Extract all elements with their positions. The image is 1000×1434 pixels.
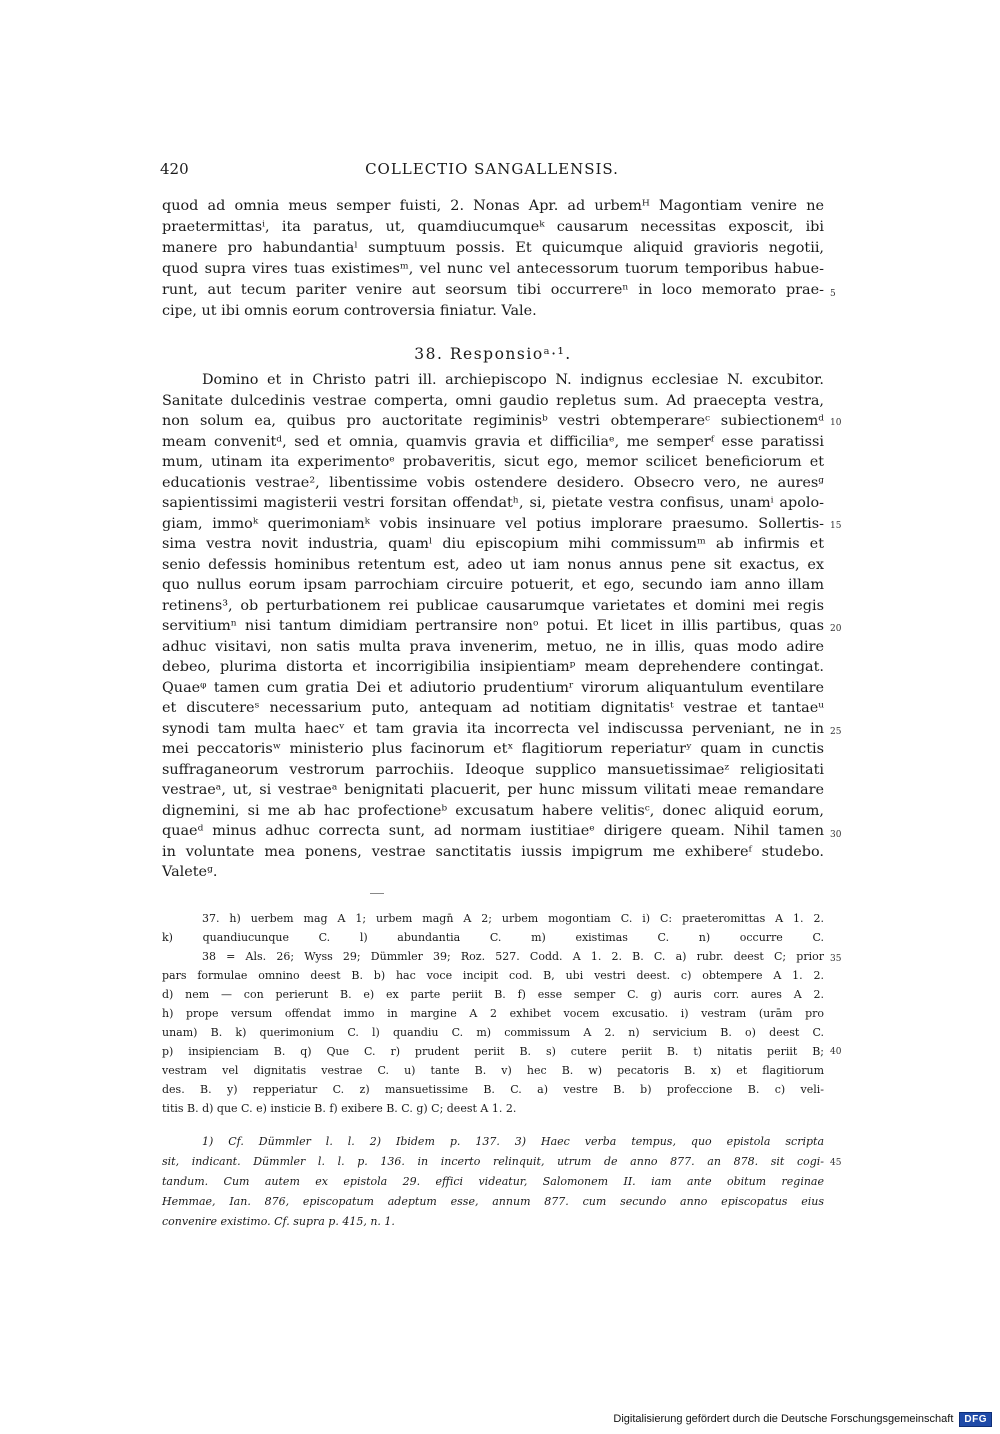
text-line: praetermittasⁱ, ita paratus, ut, quamdiucumqueᵏ causarum necessitas exposcit, ibi	[162, 219, 824, 235]
margin-line-number: 10	[830, 418, 842, 428]
apparatus-line: 37. h) uerbem mag A 1; urbem magn̄ A 2; urbem mogontiam C. i) C: praeteromittas A 1. 2.	[202, 912, 824, 925]
text-line: in voluntate mea ponens, vestrae sanctitatis iussis impigrum me exhibereᶠ studebo.	[162, 843, 824, 860]
funding-note	[613, 1410, 992, 1428]
text-line: Domino et in Christo patri ill. archiepiscopo N. indignus ecclesiae N. excubitor.	[202, 372, 824, 388]
page-header	[160, 160, 824, 182]
text-line: servitiumⁿ nisi tantum dimidiam pertransire nonᵒ potui. Et licet in illis partibus, quas	[162, 618, 824, 634]
footnote-line: sit, indicant. Dümmler l. l. p. 136. in incerto relinquit, utrum de anno 877. an 878. sit cogi-	[162, 1155, 824, 1168]
margin-line-number: 25	[830, 727, 842, 737]
page-number: 420	[160, 160, 189, 178]
text-line: debeo, plurima distorta et incorrigibilia insipientiamᵖ meam deprehendere contingat.	[162, 659, 824, 675]
apparatus-line: vestram vel dignitatis vestrae C. u) tante B. v) hec B. w) pecatoris B. x) et flagitiorum	[162, 1064, 824, 1077]
text-line: quod ad omnia meus semper fuisti, 2. Nonas Apr. ad urbemᴴ Magontiam venire ne	[162, 198, 824, 214]
margin-line-number: 30	[830, 830, 842, 840]
dfg-logo: DFG	[959, 1412, 992, 1427]
text-line: manere pro habundantiaˡ sumptuum possis. Et quicumque aliquid gravioris negotii,	[162, 240, 824, 256]
text-line: adhuc visitavi, non satis multa prava invenerim, metuo, ne in illis, quas modo adire	[162, 638, 824, 655]
apparatus-line: pars formulae omnino deest B. b) hac voce incipit cod. B, ubi vestri deest. c) obtempere A 1. 2.	[162, 969, 824, 982]
text-line: quaeᵈ minus adhuc correcta sunt, ad normam iustitiaeᵉ dirigere queam. Nihil tamen	[162, 823, 824, 839]
text-line: retinens³, ob perturbationem rei publicae causarumque varietates et domini mei regis	[162, 597, 824, 614]
text-line: quo nullus eorum ipsam parrochiam circuire potuerit, et ego, secundo iam anno illam	[162, 577, 824, 593]
section-heading: 38. Responsioᵃ·¹.	[414, 345, 572, 363]
text-line: Quaeᵠ tamen cum gratia Dei et adiutorio prudentiumʳ virorum aliquantulum eventilare	[162, 679, 824, 696]
text-line: meam convenitᵈ, sed et omnia, quamvis gravia et difficiliaᵉ, me semperᶠ esse paratissi	[162, 433, 824, 450]
text-line: runt, aut tecum pariter venire aut seorsum tibi occurrereⁿ in loco memorato prae-	[162, 282, 824, 298]
text-line: educationis vestrae², libentissime vobis ostendere desidero. Obsecro vero, ne auresᵍ	[162, 474, 824, 491]
text-line: vestraeᵃ, ut, si vestraeᵃ benignitati placuerit, per hunc missum vilitati meae remandare	[162, 782, 824, 798]
text-line: suffraganeorum vestrorum parrochiis. Ideoque supplico mansuetissimaeᶻ religiositati	[162, 761, 824, 778]
margin-line-number: 45	[830, 1158, 842, 1168]
margin-line-number: 40	[830, 1047, 842, 1057]
text-line: giam, immoᵏ querimoniamᵏ vobis insinuare vel potius implorare praesumo. Sollertis-	[162, 515, 824, 532]
text-line: cipe, ut ibi omnis eorum controversia finiatur. Vale.	[162, 303, 537, 319]
text-line: Valeteᵍ.	[162, 864, 218, 880]
margin-line-number: 20	[830, 624, 842, 634]
apparatus-line: p) insipienciam B. q) Que C. r) prudent periit B. s) cutere periit B. t) nitatis periit B;	[162, 1045, 824, 1058]
apparatus-line: unam) B. k) querimonium C. l) quandiu C. m) commissum A 2. n) servicium B. o) deest C.	[162, 1026, 824, 1039]
text-line: non solum ea, quibus pro auctoritate regiminisᵇ vestri obtemperareᶜ subiectionemᵈ	[162, 413, 824, 429]
apparatus-line: 38 = Als. 26; Wyss 29; Dümmler 39; Roz. 527. Codd. A 1. 2. B. C. a) rubr. deest C; prior	[202, 950, 824, 963]
footnote-line: 1) Cf. Dümmler l. l. 2) Ibidem p. 137. 3) Haec verba tempus, quo epistola scripta	[202, 1135, 824, 1148]
apparatus-line: des. B. y) repperiatur C. z) mansuetissime B. C. a) vestre B. b) profeccione B. c) veli-	[162, 1083, 824, 1096]
margin-line-number: 15	[830, 521, 842, 531]
margin-line-number: 35	[830, 954, 842, 964]
funding-text: Digitalisierung gefördert durch die Deutsche Forschungsgemeinschaft	[613, 1413, 954, 1425]
text-line: sapientissimi magisterii vestri forsitan offendatʰ, si, pietate vestra confisus, unamⁱ apolo-	[162, 495, 824, 511]
apparatus-line: k) quandiucunque C. l) abundantia C. m) existimas C. n) occurre C.	[162, 931, 824, 944]
text-line: mei peccatorisʷ ministerio plus facinorum etˣ flagitiorum reperiaturʸ quam in cunctis	[162, 741, 824, 757]
text-line: mum, utinam ita experimentoᵉ probaveritis, sicut ego, memor scilicet beneficiorum et	[162, 454, 824, 470]
text-line: et discutereˢ necessarium puto, antequam ad notitiam dignitatisᵗ vestrae et tantaeᵘ	[162, 700, 824, 716]
text-line: sima vestra novit industria, quamˡ diu episcopium mihi commissumᵐ ab infirmis et	[162, 536, 824, 552]
text-line: quod supra vires tuas existimesᵐ, vel nunc vel antecessorum tuorum temporibus habue-	[162, 261, 824, 277]
footnote-line: convenire existimo. Cf. supra p. 415, n. 1.	[162, 1215, 395, 1228]
text-line: synodi tam multa haecᵛ et tam gravia ita incorrecta vel indiscussa perveniant, ne in	[162, 720, 824, 737]
apparatus-line: d) nem — con perierunt B. e) ex parte periit B. f) esse semper C. g) auris corr. aures A 2.	[162, 988, 824, 1001]
separator-rule	[370, 893, 384, 894]
footnote-line: tandum. Cum autem ex epistola 29. effici videatur, Salomonem II. iam ante obitum reginae	[162, 1175, 824, 1188]
running-title: COLLECTIO SANGALLENSIS.	[365, 160, 619, 178]
apparatus-line: titis B. d) que C. e) insticie B. f) exibere B. C. g) C; deest A 1. 2.	[162, 1102, 517, 1115]
footnote-line: Hemmae, Ian. 876, episcopatum adeptum esse, annum 877. cum secundo anno episcopatus eius	[162, 1195, 824, 1208]
text-line: senio defessis hominibus retentum est, adeo ut iam nonus annus pene sit exactus, ex	[162, 556, 824, 573]
margin-line-number: 5	[830, 289, 836, 299]
apparatus-line: h) prope versum offendat immo in margine A 2 exhibet vocem excusatio. i) vestram (urām pro	[162, 1007, 824, 1020]
text-line: Sanitate dulcedinis vestrae comperta, omni gaudio repletus sum. Ad praecepta vestra,	[162, 392, 824, 409]
text-line: dignemini, si me ab hac profectioneᵇ excusatum habere velitisᶜ, donec aliquid eorum,	[162, 802, 824, 819]
